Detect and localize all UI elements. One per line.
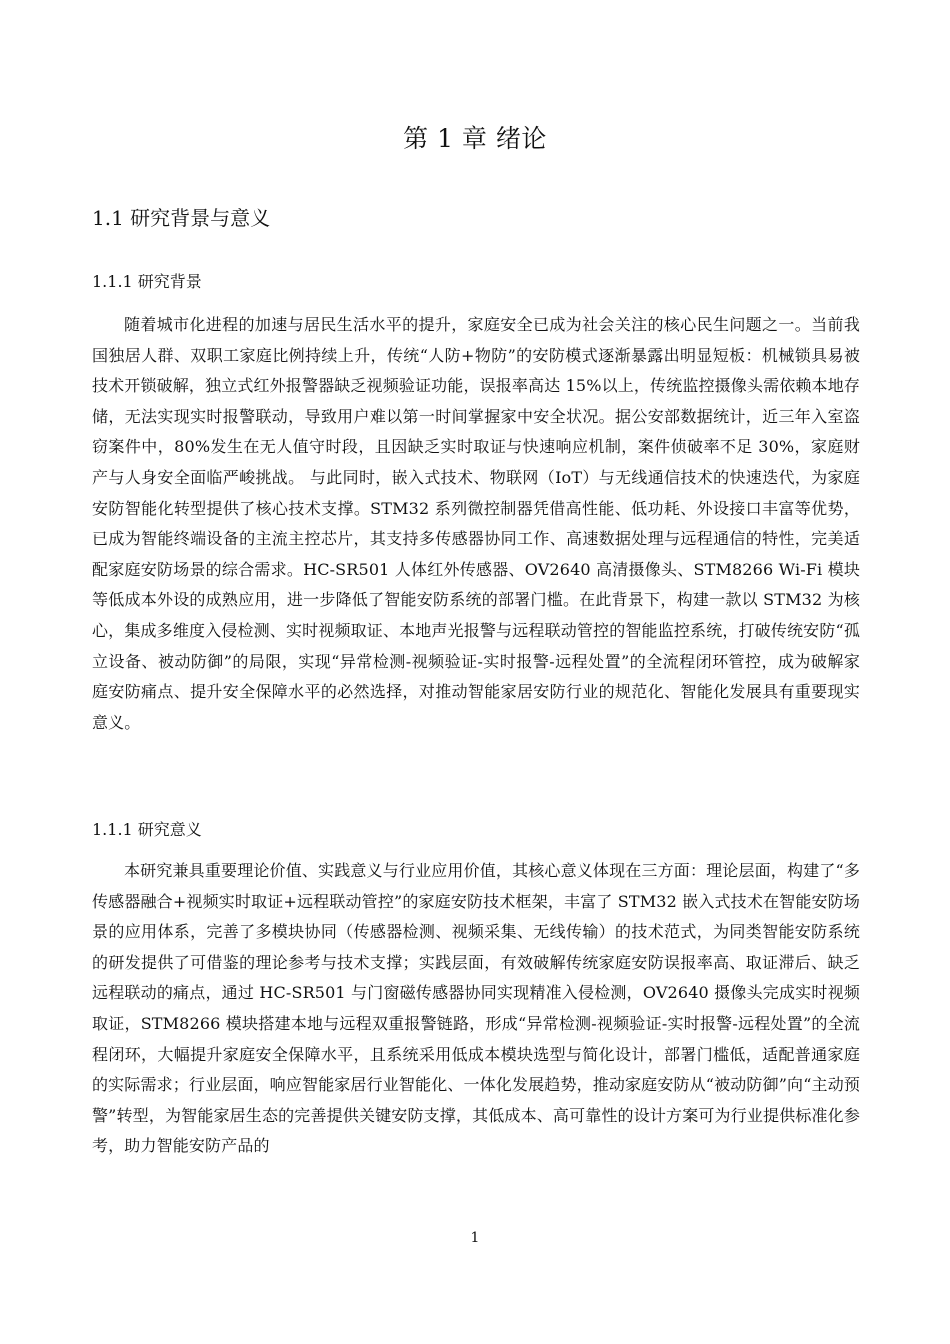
subsection-title-background: 1.1.1 研究背景 — [92, 272, 202, 291]
section-title: 1.1 研究背景与意义 — [92, 206, 271, 230]
subsection-title-significance: 1.1.1 研究意义 — [92, 820, 202, 839]
paragraph-research-significance: 本研究兼具重要理论价值、实践意义与行业应用价值，其核心意义体现在三方面：理论层面，构建了“多传感器融合+视频实时取证+远程联动管控”的家庭安防技术框架，丰富了 STM32 嵌入式技术在智能安防场景的应用体系，完善了多模块协同（传感器检测、视频采集、无线传输）的技术范式，为同类智能安防系统的研发提供了可借鉴的理论参考与技术支撑；实践层面，有效破解传统家庭安防误报率高、取证滞后、缺乏远程联动的痛点，通过 HC-SR501 与门窗磁传感器协同实现精准入侵检测，OV2640 摄像头完成实时视频取证，STM8266 模块搭建本地与远程双重报警链路，形成“异常检测-视频验证-实时报警-远程处置”的全流程闭环，大幅提升家庭安全保障水平，且系统采用低成本模块选型与简化设计，部署门槛低，适配普通家庭的实际需求；行业层面，响应智能家居行业智能化、一体化发展趋势，推动家庭安防从“被动防御”向“主动预警”转型，为智能家居生态的完善提供关键安防支撑，其低成本、高可靠性的设计方案可为行业提供标准化参考，助力智能安防产品的 — [92, 861, 860, 1156]
paragraph-research-background: 随着城市化进程的加速与居民生活水平的提升，家庭安全已成为社会关注的核心民生问题之一。当前我国独居人群、双职工家庭比例持续上升，传统“人防+物防”的安防模式逐渐暴露出明显短板：机械锁具易被技术开锁破解，独立式红外报警器缺乏视频验证功能，误报率高达 15%以上，传统监控摄像头需依赖本地存储，无法实现实时报警联动，导致用户难以第一时间掌握家中安全状况。据公安部数据统计，近三年入室盗窃案件中，80%发生在无人值守时段，且因缺乏实时取证与快速响应机制，案件侦破率不足 30%，家庭财产与人身安全面临严峻挑战。 与此同时，嵌入式技术、物联网（IoT）与无线通信技术的快速迭代，为家庭安防智能化转型提供了核心技术支撑。STM32 系列微控制器凭借高性能、低功耗、外设接口丰富等优势，已成为智能终端设备的主流主控芯片，其支持多传感器协同工作、高速数据处理与远程通信的特性，完美适配家庭安防场景的综合需求。HC-SR501 人体红外传感器、OV2640 高清摄像头、STM8266 Wi-Fi 模块等低成本外设的成熟应用，进一步降低了智能安防系统的部署门槛。在此背景下，构建一款以 STM32 为核心，集成多维度入侵检测、实时视频取证、本地声光报警与远程联动管控的智能监控系统，打破传统安防“孤立设备、被动防御”的局限，实现“异常检测-视频验证-实时报警-远程处置”的全流程闭环管控，成为破解家庭安防痛点、提升安全保障水平的必然选择，对推动智能家居安防行业的规范化、智能化发展具有重要现实意义。 — [92, 315, 860, 732]
page-number: 1 — [470, 1230, 480, 1246]
chapter-title: 第 1 章 绪论 — [403, 124, 547, 153]
